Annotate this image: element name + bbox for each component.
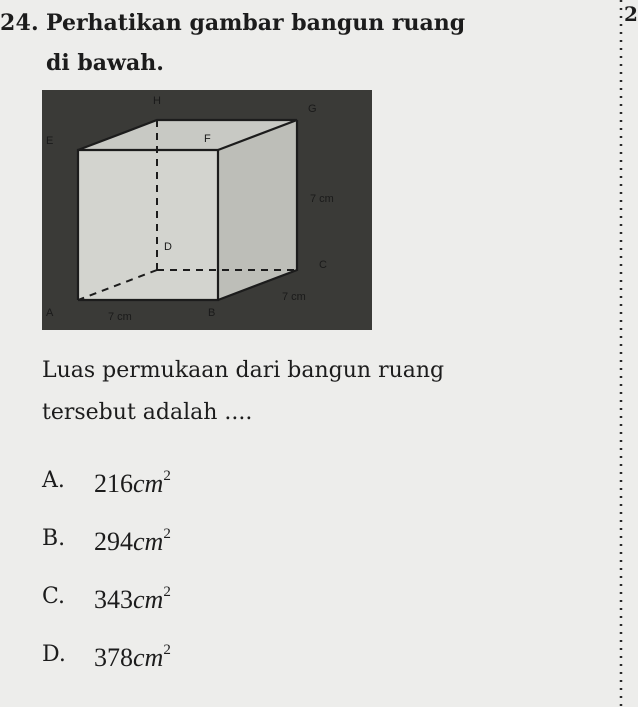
option-letter: B. [42,526,66,551]
cube-front-face [78,150,218,300]
option-letter: D. [42,642,66,667]
option-value: $343cm^2$ [94,584,171,614]
cube-figure [42,90,372,330]
vertex-label-c: C [319,259,327,271]
adjacent-question-fragment: 2 [624,2,638,26]
vertex-label-d: D [164,241,172,253]
option-value: $378cm^2$ [94,642,171,672]
dimension-label-width: 7 cm [108,311,132,323]
option-letter: A. [42,468,65,493]
vertex-label-e: E [46,135,54,147]
option-letter: C. [42,584,66,609]
option-value: $216cm^2$ [94,468,171,498]
column-divider [619,0,623,707]
vertex-label-g: G [308,103,317,115]
dimension-label-height: 7 cm [310,193,334,205]
question-prompt-line-1: Luas permukaan dari bangun ruang [42,358,445,383]
vertex-label-a: A [46,307,54,319]
dimension-label-depth: 7 cm [282,291,306,303]
vertex-label-b: B [208,307,216,319]
cube-right-face [218,120,297,300]
question-text-line-2: di bawah. [46,50,164,76]
question-number: 24. [0,10,39,36]
vertex-label-h: H [153,95,161,107]
question-prompt-line-2: tersebut adalah .... [42,400,253,425]
option-value: $294cm^2$ [94,526,171,556]
question-text-line-1: Perhatikan gambar bangun ruang [46,10,466,36]
vertex-label-f: F [204,133,211,145]
